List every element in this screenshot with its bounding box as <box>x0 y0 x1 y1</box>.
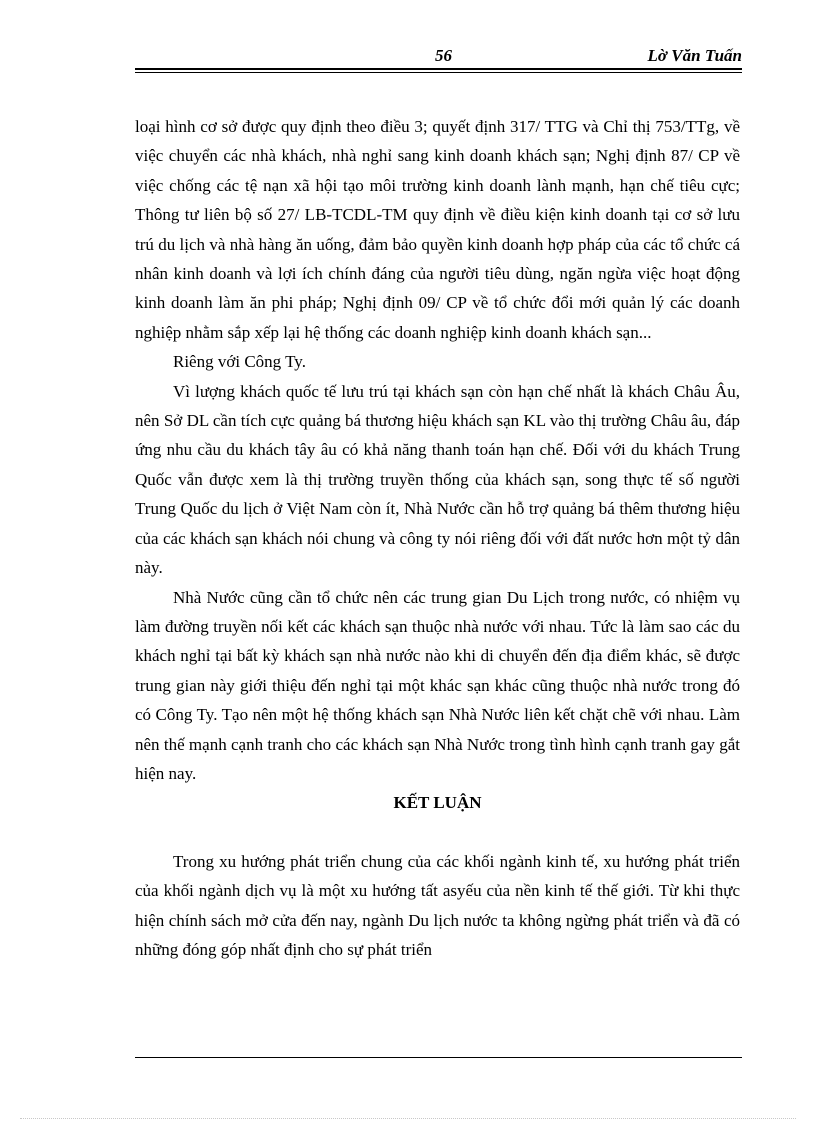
paragraph-international-guests: Vì lượng khách quốc tế lưu trú tại khách sạn còn hạn chế nhất là khách Châu Âu, nên Sở DL cần tích cực quảng bá thương hiệu khách sạn KL vào thị trường Châu âu, đáp ứng nhu cầu du khách tây âu có khả năng thanh toán hạn chế. Đối với du khách Trung Quốc vẫn được xem là thị trường truyền thống của khách sạn, song thực tế số người Trung Quốc du lịch ở Việt Nam còn ít, Nhà Nước cần hỗ trợ quảng bá thêm thương hiệu của các khách sạn khách nói chung và công ty nói riêng đối với đất nước hơn một tỷ dân này. <box>135 381 740 578</box>
spacer <box>135 818 740 847</box>
page-edge-dotted-line <box>20 1118 796 1119</box>
header-rule-thick <box>135 68 742 70</box>
section-heading-conclusion: KẾT LUẬN <box>393 793 482 813</box>
header-rule-thin <box>135 72 742 73</box>
paragraph-company-intro: Riêng với Công Ty. <box>173 352 306 372</box>
author-name: Lờ Văn Tuấn <box>647 46 742 65</box>
paragraph-conclusion: Trong xu hướng phát triển chung của các khối ngành kinh tế, xu hướng phát triển của khối ngành dịch vụ là một xu hướng tất asyếu của nền kinh tế thế giới. Từ khi thực hiện chính sách mở cửa đến nay, ngành Du lịch nước ta không ngừng phát triển và đã có những đóng góp nhất định cho sự phát triển <box>135 851 740 959</box>
paragraph-tourism-intermediaries: Nhà Nước cũng cần tổ chức nên các trung gian Du Lịch trong nước, có nhiệm vụ làm đường truyền nối kết các khách sạn thuộc nhà nước với nhau. Tức là làm sao các du khách nghỉ tại bất kỳ khách sạn nhà nước nào khi di chuyển đến địa điểm khác, sẽ được trung gian này giới thiệu đến nghỉ tại một khác sạn khác cũng thuộc nhà nước trong đó có Công Ty. Tạo nên một hệ thống khách sạn Nhà Nước liên kết chặt chẽ với nhau. Làm nên thế mạnh cạnh tranh cho các khách sạn Nhà Nước trong tình hình cạnh tranh gay gắt hiện nay. <box>135 587 740 783</box>
paragraph-regulations: loại hình cơ sở được quy định theo điều 3; quyết định 317/ TTG và Chỉ thị 753/TTg, về việc chuyển các nhà khách, nhà nghỉ sang kinh doanh khách sạn; Nghị định 87/ CP về việc chống các tệ nạn xã hội tạo môi trường kinh doanh lành mạnh, hạn chế tiêu cực; Thông tư liên bộ số 27/ LB-TCDL-TM quy định về điều kiện kinh doanh tại cơ sở lưu trú du lịch và nhà hàng ăn uống, đảm bảo quyền kinh doanh hợp pháp của các tổ chức cá nhân kinh doanh và lợi ích chính đáng của người tiêu dùng, ngăn ngừa việc hoạt động kinh doanh làm ăn phi pháp; Nghị định 09/ CP về tổ chức đổi mới quản lý các doanh nghiệp nhằm sắp xếp lại hệ thống các doanh nghiệp kinh doanh khách sạn... <box>135 117 740 342</box>
document-body <box>135 112 740 964</box>
page-number: 56 <box>435 46 452 65</box>
footer-rule <box>135 1057 742 1058</box>
